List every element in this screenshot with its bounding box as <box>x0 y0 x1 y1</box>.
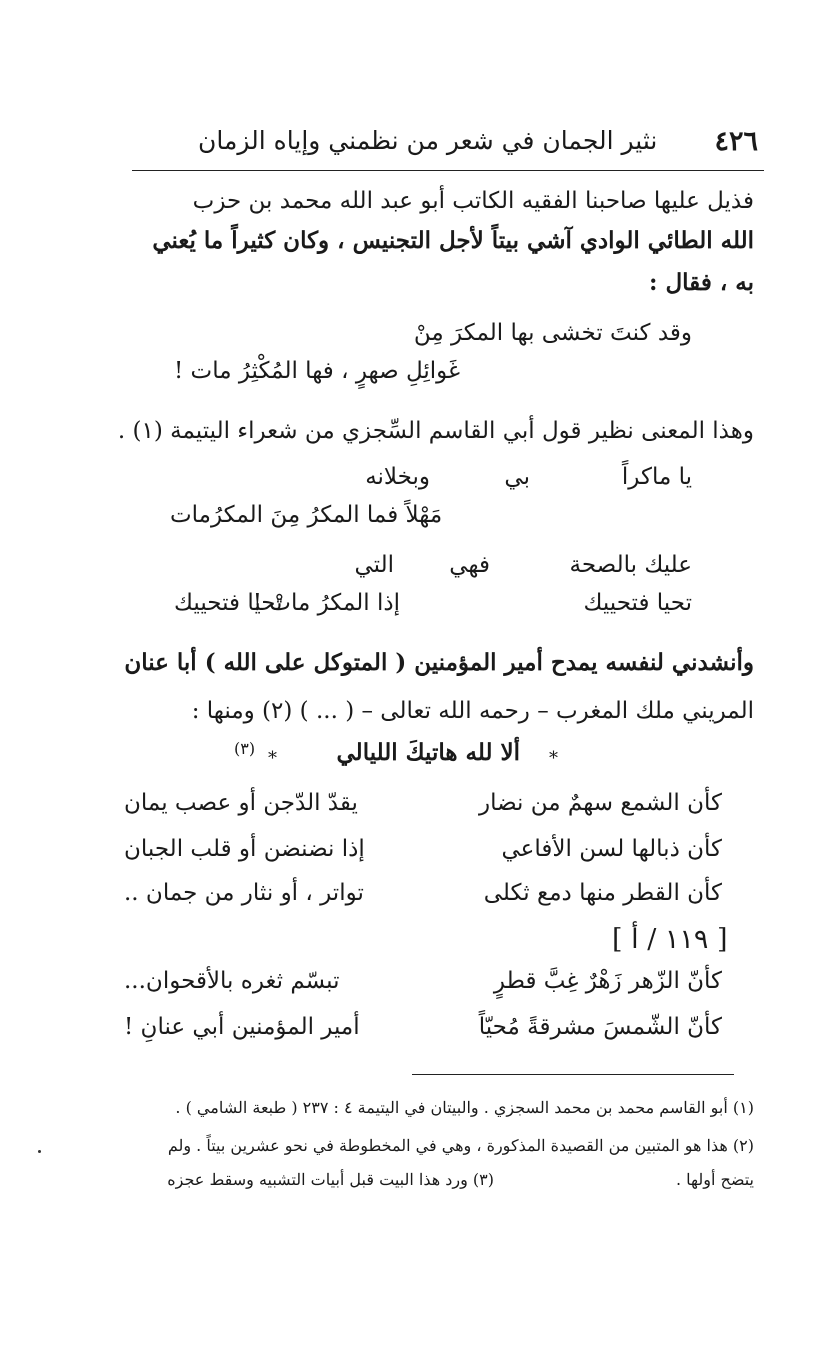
body-line: الله الطائي الوادي آشي بيتاً لأجل التجنيس ، وكان كثيراً ما يُعني <box>152 227 754 254</box>
verse-line: تحيا فتحييك <box>174 590 283 616</box>
footnote-3: (٣) ورد هذا البيت قبل أبيات التشبيه وسقط عجزه <box>167 1170 494 1189</box>
body-line: به ، فقال : <box>648 269 754 296</box>
verse-line: بي <box>504 464 530 490</box>
hemistich-left: إذا نضنضن أو قلب الجبان <box>124 836 365 862</box>
verse-heading: ألا لله هاتيكَ الليالي <box>336 739 520 766</box>
verse-line: مَهْلاً فما المكرُ مِنَ المكرُمات <box>170 502 443 528</box>
hemistich-right: كأن القطر منها دمع ثكلى <box>483 880 722 906</box>
verse-line: عليك بالصحة <box>569 552 692 578</box>
stray-mark <box>38 1150 41 1153</box>
footnote-1: (١) أبو القاسم محمد بن محمد السجزي . والبيتان في اليتيمة ٤ : ٢٣٧ ( طبعة الشامي ) . <box>175 1098 754 1117</box>
hemistich-left: يقدّ الدّجن أو عصب يمان <box>124 790 358 816</box>
verse-line: إذا المكرُ ماتْ ! <box>252 590 400 616</box>
verse-line: فهي <box>449 552 490 578</box>
hemistich-left: أمير المؤمنين أبي عنانِ ! <box>124 1014 360 1040</box>
verse-line: التي <box>354 552 394 578</box>
star-ornament: * <box>268 748 277 769</box>
verse-line: وقد كنتَ تخشى بها المكرَ مِنْ <box>413 320 692 346</box>
body-line: فذيل عليها صاحبنا الفقيه الكاتب أبو عبد الله محمد بن حزب <box>192 188 754 214</box>
body-line: وأنشدني لنفسه يمدح أمير المؤمنين ( المتوكل على الله ) أبا عنان <box>124 649 754 676</box>
verse-line: تحيا فتحييك <box>583 590 692 616</box>
hemistich-right: كأن الشمع سهمٌ من نضار <box>478 790 722 816</box>
body-line: المريني ملك المغرب – رحمه الله تعالى – ( ... ) (٢) ومنها : <box>191 698 754 724</box>
hemistich-right: كأن ذبالها لسن الأفاعي <box>501 836 722 862</box>
page-header <box>118 126 758 160</box>
hemistich-left: تبسّم ثغره بالأقحوان... <box>124 968 340 994</box>
body-line: وهذا المعنى نظير قول أبي القاسم السِّجزي من شعراء اليتيمة (١) . <box>117 418 754 444</box>
hemistich-right: كأنّ الزّهر زَهْرٌ غِبَّ قطرٍ <box>493 968 722 994</box>
running-title: نثير الجمان في شعر من نظمني وإياه الزمان <box>198 126 658 155</box>
hemistich-left: تواتر ، أو نثار من جمان .. <box>124 880 364 906</box>
footnote-marker: (٣) <box>234 739 256 758</box>
header-rule <box>132 170 764 171</box>
footnote-2-continued: يتضح أولها . <box>675 1170 754 1189</box>
manuscript-folio-ref: [ ١١٩ / أ ] <box>612 924 728 955</box>
verse-line: غَوائِلِ صهرٍ ، فها المُكْثِرُ مات ! <box>174 358 461 384</box>
verse-line: وبخلانه <box>365 464 430 490</box>
footnote-2: (٢) هذا هو المتبين من القصيدة المذكورة ، وهي في المخطوطة في نحو عشرين بيتاً . ولم <box>167 1136 754 1155</box>
verse-line: يا ماكراً <box>621 464 692 490</box>
page-number: ٤٢٦ <box>714 126 758 157</box>
hemistich-right: كأنّ الشّمسَ مشرقةً مُحيّاً <box>478 1014 722 1040</box>
star-ornament: * <box>549 748 558 769</box>
footnote-rule <box>412 1074 734 1075</box>
